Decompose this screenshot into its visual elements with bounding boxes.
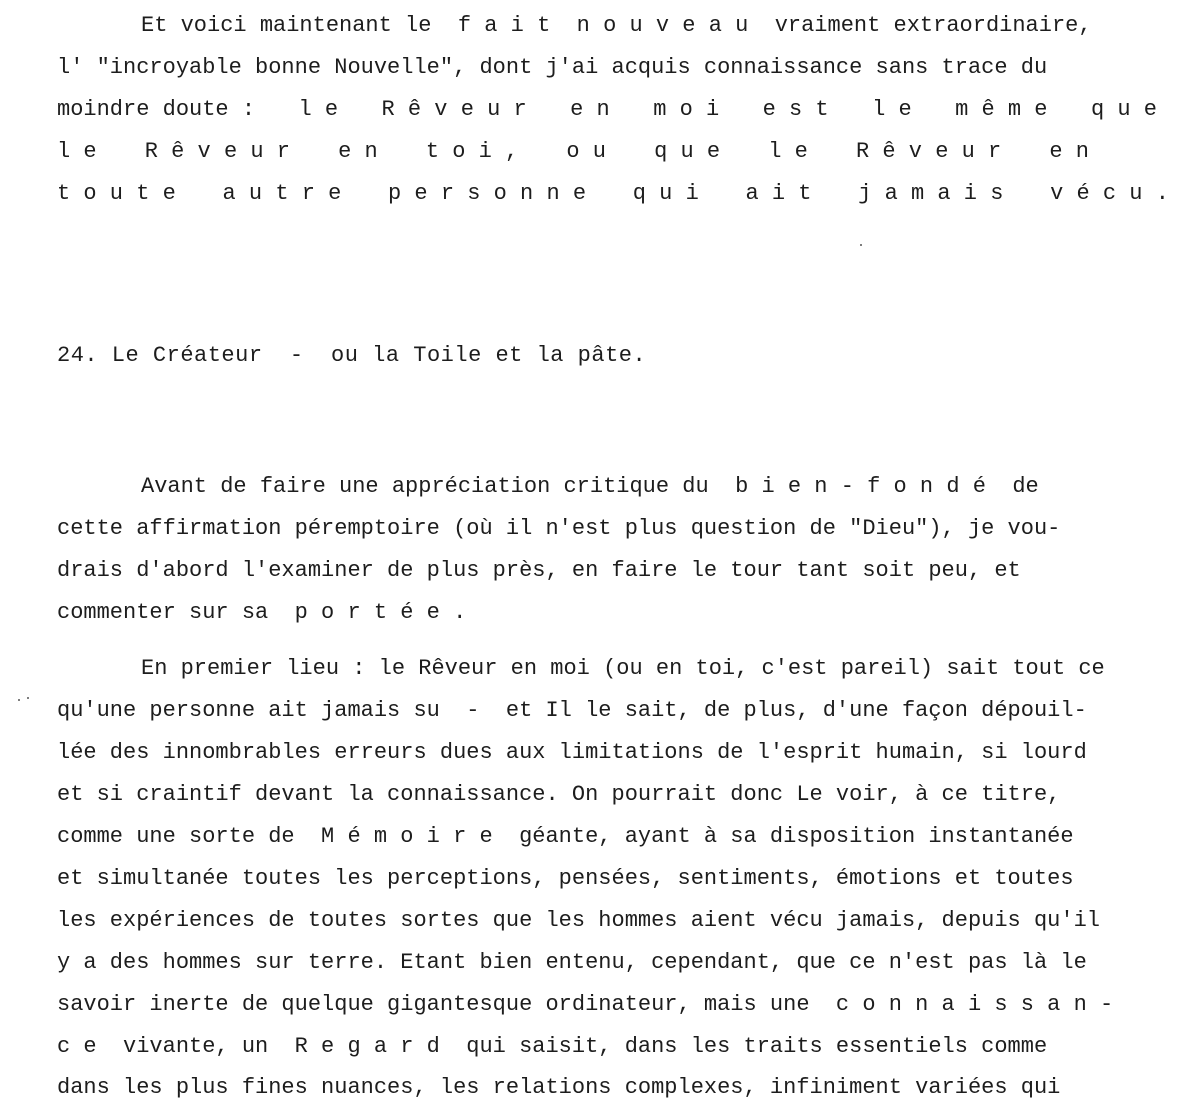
para1-line4-word: l e xyxy=(768,139,808,164)
para2-line1: Avant de faire une appréciation critique du b i e n - f o n d é de xyxy=(141,474,1039,499)
para1-line4-word: q u e xyxy=(654,139,721,164)
para1-line5-word: j a m a i s xyxy=(858,181,1004,206)
para3-line7: les expériences de toutes sortes que les hommes aient vécu jamais, depuis qu'il xyxy=(57,908,1100,933)
para1-line3-word: e n xyxy=(570,97,610,122)
para1-line5-word: a i t xyxy=(745,181,812,206)
para1-line4 xyxy=(57,137,1089,167)
para1-line3 xyxy=(57,95,1157,125)
para3-line2: qu'une personne ait jamais su - et Il le sait, de plus, d'une façon dépouil- xyxy=(57,698,1087,723)
para2-line2: cette affirmation péremptoire (où il n'est plus question de "Dieu"), je vou- xyxy=(57,516,1061,541)
para1-line4-word: o u xyxy=(566,139,606,164)
para1-line4-word: l e xyxy=(57,139,97,164)
para3-line8: y a des hommes sur terre. Etant bien entenu, cependant, que ce n'est pas là le xyxy=(57,950,1087,975)
scan-speck xyxy=(18,699,20,701)
para1-line5 xyxy=(57,179,1169,209)
para1-line3-word: moindre doute : xyxy=(57,97,256,122)
para1-line3-word: e s t xyxy=(762,97,829,122)
para1-line5-word: p e r s o n n e xyxy=(388,181,587,206)
para1-line3-word: l e xyxy=(298,97,339,122)
para1-line5-word: t o u t e xyxy=(57,181,176,206)
para1-line4-word: e n xyxy=(1049,139,1089,164)
para3-line1: En premier lieu : le Rêveur en moi (ou en toi, c'est pareil) sait tout ce xyxy=(141,656,1105,681)
para1-line3-word: m ê m e xyxy=(955,97,1048,122)
para1-line3-word: m o i xyxy=(653,97,720,122)
para1-line4-word: R ê v e u r xyxy=(855,139,1002,164)
para1-line3-word: q u e xyxy=(1090,97,1157,122)
para1-line3-word: l e xyxy=(872,97,912,122)
para3-line4: et si craintif devant la connaissance. On pourrait donc Le voir, à ce titre, xyxy=(57,782,1061,807)
para3-line5: comme une sorte de M é m o i r e géante, ayant à sa disposition instantanée xyxy=(57,824,1074,849)
scan-speck xyxy=(27,697,29,699)
para1-line3-word: R ê v e u r xyxy=(381,97,527,122)
para1-line5-word: v é c u . xyxy=(1050,181,1169,206)
para3-line6: et simultanée toutes les perceptions, pensées, sentiments, émotions et toutes xyxy=(57,866,1074,891)
para2-line3: drais d'abord l'examiner de plus près, en faire le tour tant soit peu, et xyxy=(57,558,1021,583)
para1-line1: Et voici maintenant le f a i t n o u v e a u vraiment extraordinaire, xyxy=(141,13,1092,38)
para3-line9: savoir inerte de quelque gigantesque ordinateur, mais une c o n n a i s s a n - xyxy=(57,992,1114,1017)
para1-line5-word: q u i xyxy=(632,181,699,206)
para1-line2: l' "incroyable bonne Nouvelle", dont j'ai acquis connaissance sans trace du xyxy=(57,55,1048,80)
section-heading: 24. Le Créateur - ou la Toile et la pâte. xyxy=(57,343,647,368)
para1-line4-word: t o i , xyxy=(425,139,519,164)
para3-line3: lée des innombrables erreurs dues aux limitations de l'esprit humain, si lourd xyxy=(57,740,1087,765)
para1-line5-word: a u t r e xyxy=(222,181,342,206)
para3-line10: c e vivante, un R e g a r d qui saisit, dans les traits essentiels comme xyxy=(57,1034,1048,1059)
para3-line11: dans les plus fines nuances, les relations complexes, infiniment variées qui xyxy=(57,1075,1061,1100)
para2-line4: commenter sur sa p o r t é e . xyxy=(57,600,467,625)
scan-speck xyxy=(860,244,862,246)
para1-line4-word: R ê v e u r xyxy=(144,139,290,164)
para1-line4-word: e n xyxy=(338,139,378,164)
